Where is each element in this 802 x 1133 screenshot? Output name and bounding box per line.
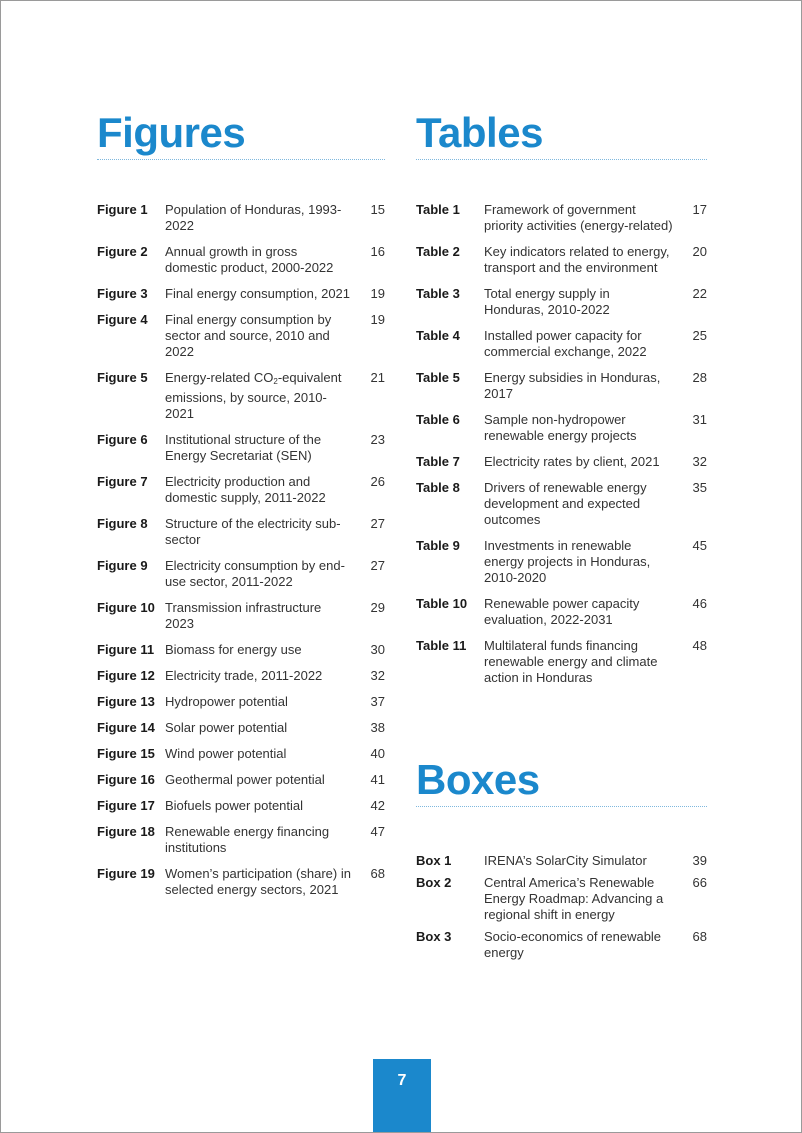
item-page-number: 27: [370, 558, 385, 573]
item-page-number: 20: [692, 244, 707, 259]
list-item[interactable]: [97, 772, 385, 788]
item-title: Renewable energy financing institutions: [165, 824, 330, 855]
item-title: Wind power potential: [165, 746, 287, 761]
list-item[interactable]: [416, 929, 707, 961]
boxes-divider: [416, 806, 707, 807]
item-label: Figure 7: [97, 474, 148, 489]
list-item[interactable]: [97, 432, 385, 464]
item-label: Figure 13: [97, 694, 155, 709]
item-title: Institutional structure of the Energy Secretariat (SEN): [165, 432, 322, 463]
tables-heading: Tables: [416, 109, 543, 156]
item-title: Electricity consumption by end-use sector, 2011-2022: [165, 558, 345, 589]
list-item[interactable]: [97, 720, 385, 736]
item-title: Solar power potential: [165, 720, 288, 735]
tables-section: [416, 109, 707, 696]
item-label: Figure 18: [97, 824, 155, 839]
item-page-number: 68: [692, 929, 707, 944]
item-page-number: 26: [370, 474, 385, 489]
item-label: Table 2: [416, 244, 460, 259]
item-label: Figure 12: [97, 668, 155, 683]
item-page-number: 37: [370, 694, 385, 709]
tables-divider: [416, 159, 707, 160]
item-page-number: 16: [370, 244, 385, 259]
list-item[interactable]: [416, 328, 707, 360]
list-item[interactable]: [97, 202, 385, 234]
list-item[interactable]: [97, 668, 385, 684]
list-item[interactable]: [97, 642, 385, 658]
item-title: Central America’s Renewable Energy Roadmap: Advancing a regional shift in energy: [484, 875, 664, 922]
item-title: Installed power capacity for commercial exchange, 2022: [484, 328, 647, 359]
boxes-heading: Boxes: [416, 756, 540, 803]
item-title-subscript: 2: [273, 377, 278, 386]
list-item[interactable]: [97, 558, 385, 590]
page-number: 7: [373, 1059, 431, 1133]
item-title-part: -equivalent emissions, by source, 2010-2021: [165, 370, 342, 421]
item-label: Table 5: [416, 370, 460, 385]
item-title: Final energy consumption, 2021: [165, 286, 351, 301]
item-label: Table 8: [416, 480, 460, 495]
list-item[interactable]: [416, 370, 707, 402]
list-item[interactable]: [416, 412, 707, 444]
item-label: Box 2: [416, 875, 452, 890]
item-page-number: 45: [692, 538, 707, 553]
figures-list: [97, 202, 385, 898]
list-item[interactable]: [416, 244, 707, 276]
item-title: Annual growth in gross domestic product, 2000-2022: [165, 244, 334, 275]
item-page-number: 29: [370, 600, 385, 615]
item-page-number: 19: [370, 286, 385, 301]
item-page-number: 30: [370, 642, 385, 657]
list-item[interactable]: [97, 694, 385, 710]
item-label: Table 9: [416, 538, 460, 553]
tables-list: [416, 202, 707, 686]
item-label: Box 3: [416, 929, 452, 944]
list-item[interactable]: [416, 853, 707, 869]
item-label: Figure 4: [97, 312, 148, 327]
item-label: Figure 2: [97, 244, 148, 259]
item-title: Multilateral funds financing renewable energy and climate action in Honduras: [484, 638, 658, 685]
item-title-part: Energy-related CO: [165, 370, 274, 385]
item-page-number: 66: [692, 875, 707, 890]
list-item[interactable]: [97, 824, 385, 856]
list-item[interactable]: [416, 202, 707, 234]
figures-section: [97, 109, 385, 908]
item-page-number: 21: [370, 370, 385, 385]
item-page-number: 38: [370, 720, 385, 735]
item-page-number: 42: [370, 798, 385, 813]
item-label: Table 10: [416, 596, 468, 611]
item-label: Table 7: [416, 454, 460, 469]
item-label: Table 4: [416, 328, 460, 343]
item-label: Figure 17: [97, 798, 155, 813]
item-label: Table 11: [416, 638, 467, 653]
item-page-number: 48: [692, 638, 707, 653]
item-title: Women’s participation (share) in selected energy sectors, 2021: [165, 866, 351, 897]
item-page-number: 28: [692, 370, 707, 385]
item-title: Geothermal power potential: [165, 772, 325, 787]
item-page-number: 19: [370, 312, 385, 327]
item-title: Hydropower potential: [165, 694, 288, 709]
item-page-number: 22: [692, 286, 707, 301]
item-label: Box 1: [416, 853, 452, 868]
item-label: Figure 15: [97, 746, 155, 761]
item-title: Framework of government priority activities (energy-related): [484, 202, 673, 233]
item-label: Figure 10: [97, 600, 155, 615]
item-title: Renewable power capacity evaluation, 2022-2031: [484, 596, 640, 627]
item-title: Total energy supply in Honduras, 2010-2022: [484, 286, 610, 317]
item-page-number: 46: [692, 596, 707, 611]
item-title: Socio-economics of renewable energy: [484, 929, 662, 960]
list-item[interactable]: [416, 875, 707, 923]
list-item[interactable]: [97, 370, 385, 422]
list-item[interactable]: [97, 746, 385, 762]
item-title: Electricity trade, 2011-2022: [165, 668, 323, 683]
list-item[interactable]: [97, 474, 385, 506]
list-item[interactable]: [416, 286, 707, 318]
item-page-number: 32: [692, 454, 707, 469]
item-label: Figure 3: [97, 286, 148, 301]
item-page-number: 68: [370, 866, 385, 881]
item-title: Drivers of renewable energy development and expected outcomes: [484, 480, 647, 527]
item-label: Figure 14: [97, 720, 155, 735]
item-title: Final energy consumption by sector and source, 2010 and 2022: [165, 312, 332, 359]
item-page-number: 47: [370, 824, 385, 839]
item-label: Figure 6: [97, 432, 148, 447]
item-label: Figure 11: [97, 642, 155, 657]
item-label: Table 6: [416, 412, 460, 427]
item-label: Figure 16: [97, 772, 155, 787]
item-page-number: 39: [692, 853, 707, 868]
item-title: Biomass for energy use: [165, 642, 302, 657]
item-page-number: 35: [692, 480, 707, 495]
item-page-number: 31: [692, 412, 707, 427]
list-item[interactable]: [416, 480, 707, 528]
item-title: Key indicators related to energy, transport and the environment: [484, 244, 670, 275]
item-label: Figure 1: [97, 202, 148, 217]
list-item[interactable]: [97, 312, 385, 360]
item-label: Figure 5: [97, 370, 148, 385]
item-title: [165, 370, 361, 422]
item-title: Population of Honduras, 1993-2022: [165, 202, 342, 233]
item-page-number: 17: [692, 202, 707, 217]
list-item[interactable]: [416, 538, 707, 586]
item-title: Transmission infrastructure 2023: [165, 600, 322, 631]
item-title: Electricity rates by client, 2021: [484, 454, 660, 469]
item-page-number: 40: [370, 746, 385, 761]
item-page-number: 15: [370, 202, 385, 217]
list-item[interactable]: [97, 244, 385, 276]
list-item[interactable]: [416, 454, 707, 470]
item-label: Table 1: [416, 202, 460, 217]
list-item[interactable]: [97, 600, 385, 632]
item-page-number: 27: [370, 516, 385, 531]
item-page-number: 41: [370, 772, 385, 787]
item-title: Investments in renewable energy projects in Honduras, 2010-2020: [484, 538, 651, 585]
list-item[interactable]: [97, 866, 385, 898]
item-title: Electricity production and domestic supply, 2011-2022: [165, 474, 326, 505]
list-item[interactable]: [97, 516, 385, 548]
item-label: Table 3: [416, 286, 460, 301]
item-title: Structure of the electricity sub-sector: [165, 516, 341, 547]
item-title: Sample non-hydropower renewable energy projects: [484, 412, 637, 443]
boxes-section: [416, 756, 707, 967]
item-page-number: 25: [692, 328, 707, 343]
item-title: IRENA’s SolarCity Simulator: [484, 853, 647, 868]
figures-heading: Figures: [97, 109, 246, 156]
list-item[interactable]: [97, 798, 385, 814]
item-label: Figure 9: [97, 558, 148, 573]
figures-divider: [97, 159, 385, 160]
list-item[interactable]: [97, 286, 385, 302]
list-item[interactable]: [416, 596, 707, 628]
item-title: Energy subsidies in Honduras, 2017: [484, 370, 661, 401]
item-label: Figure 8: [97, 516, 148, 531]
item-label: Figure 19: [97, 866, 155, 881]
item-page-number: 23: [370, 432, 385, 447]
boxes-list: [416, 853, 707, 961]
item-title: Biofuels power potential: [165, 798, 304, 813]
item-page-number: 32: [370, 668, 385, 683]
list-item[interactable]: [416, 638, 707, 686]
